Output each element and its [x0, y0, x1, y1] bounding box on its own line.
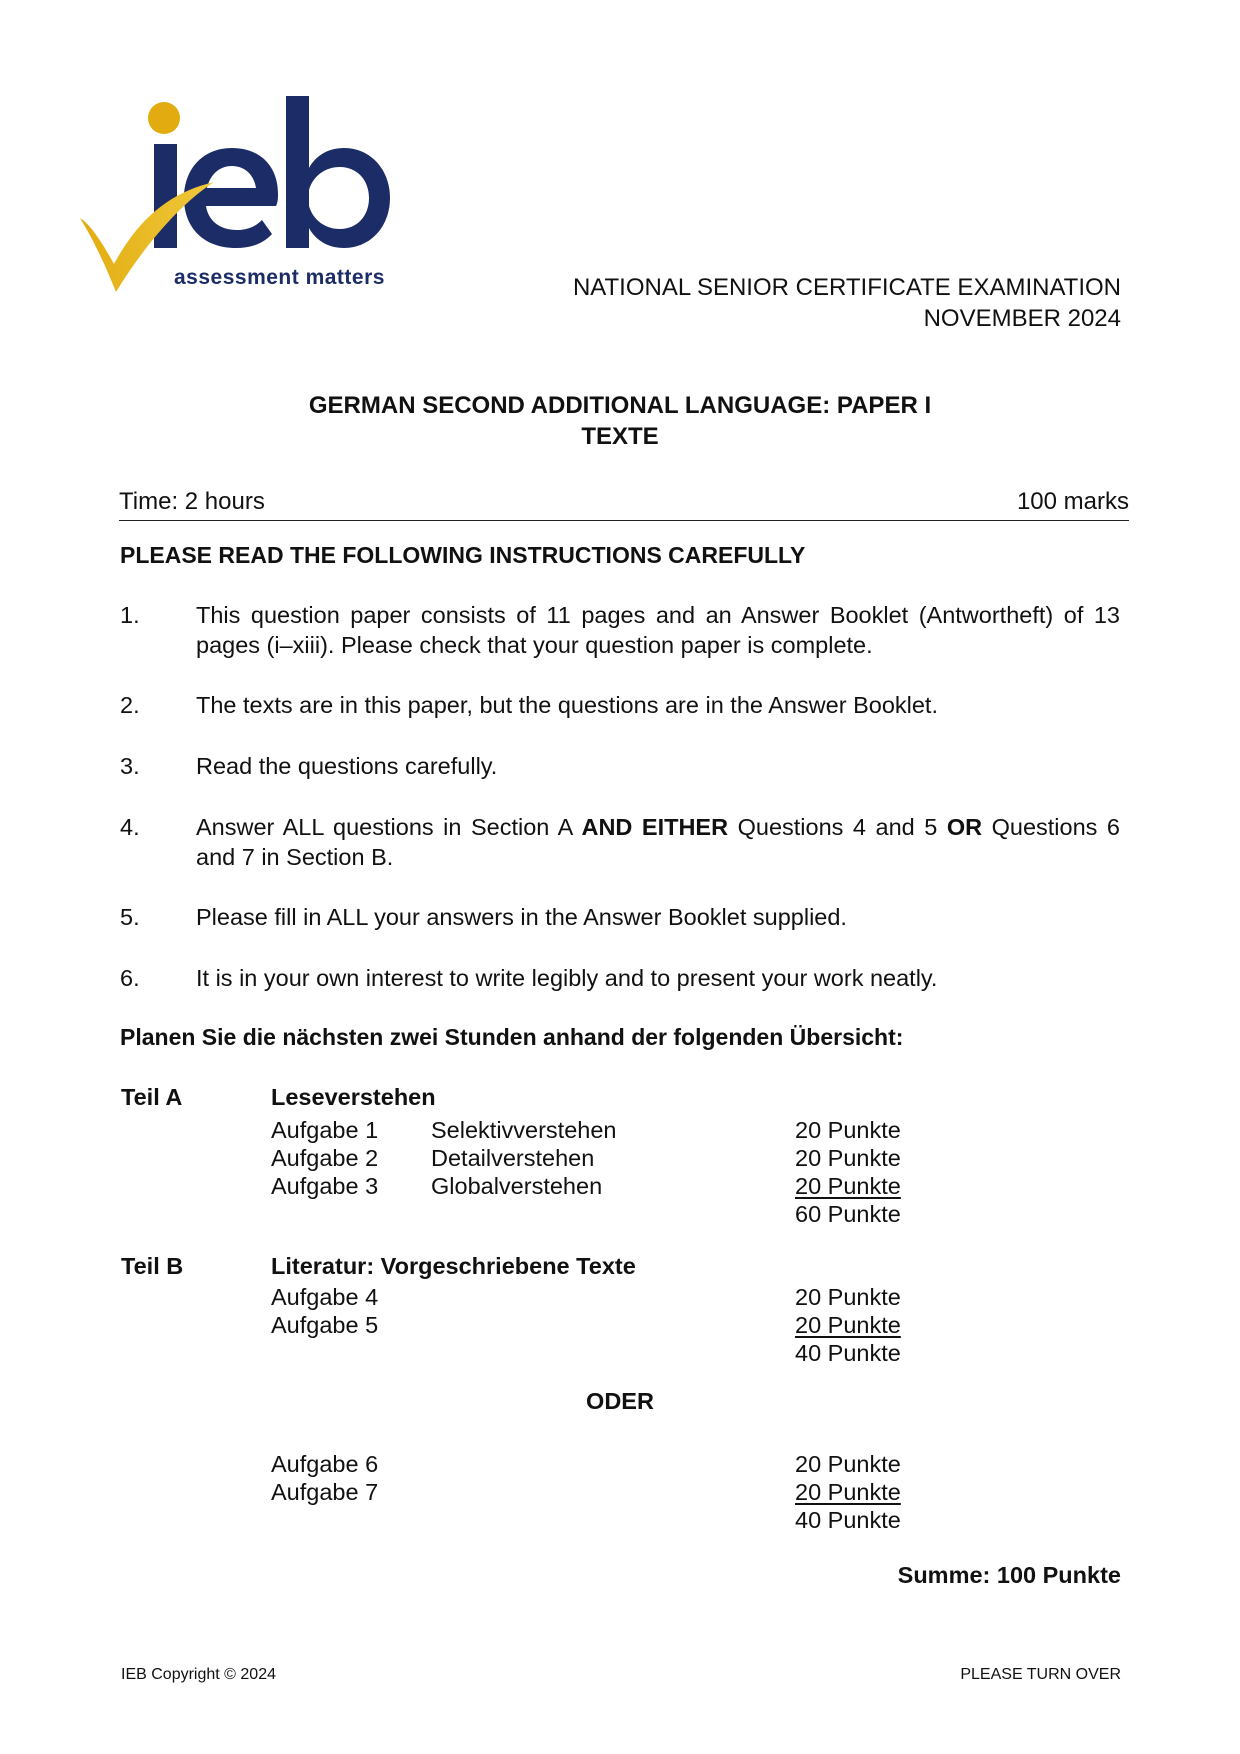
- instruction-item: [120, 690, 1120, 720]
- aufgabe-label: Aufgabe 6: [271, 1451, 379, 1477]
- instruction-item: [120, 902, 1120, 932]
- ieb-logo: [80, 96, 420, 326]
- plan-heading: Planen Sie die nächsten zwei Stunden anhand der folgenden Übersicht:: [120, 1024, 904, 1050]
- aufgabe-points: 20 Punkte: [795, 1173, 901, 1199]
- aufgabe-desc: Globalverstehen: [431, 1173, 603, 1199]
- instruction-text: The texts are in this paper, but the questions are in the Answer Booklet.: [196, 692, 938, 718]
- teil-a-total: 60 Punkte: [795, 1201, 901, 1227]
- exam-date: NOVEMBER 2024: [923, 305, 1121, 332]
- aufgabe-label: Aufgabe 4: [271, 1284, 379, 1310]
- aufgabe-points: 20 Punkte: [795, 1145, 901, 1171]
- aufgabe-label: Aufgabe 5: [271, 1312, 379, 1338]
- aufgabe-points: 20 Punkte: [795, 1312, 901, 1338]
- time-allowed: Time: 2 hours: [119, 488, 265, 515]
- aufgabe-points: 20 Punkte: [795, 1451, 901, 1477]
- summe: Summe: 100 Punkte: [897, 1562, 1121, 1588]
- paper-title: GERMAN SECOND ADDITIONAL LANGUAGE: PAPER I: [308, 392, 932, 419]
- ieb-logo-mark: [80, 96, 420, 326]
- time-marks-row: [119, 488, 1129, 521]
- instructions-heading: PLEASE READ THE FOLLOWING INSTRUCTIONS CAREFULLY: [120, 542, 806, 568]
- aufgabe-label: Aufgabe 7: [271, 1479, 379, 1505]
- instruction-item: [120, 963, 1120, 993]
- instruction-text: Read the questions carefully.: [196, 753, 498, 779]
- aufgabe-desc: Detailverstehen: [431, 1145, 595, 1171]
- teil-b-label: Teil B: [121, 1253, 184, 1279]
- aufgabe-label: Aufgabe 2: [271, 1145, 379, 1171]
- instruction-text: It is in your own interest to write legibly and to present your work neatly.: [196, 965, 938, 991]
- teil-b-total: 40 Punkte: [795, 1340, 901, 1366]
- oder-separator: ODER: [586, 1388, 654, 1414]
- instruction-number: 2.: [120, 692, 140, 718]
- aufgabe-points: 20 Punkte: [795, 1284, 901, 1310]
- instruction-number: 6.: [120, 965, 140, 991]
- instruction-number: 1.: [120, 602, 140, 628]
- aufgabe-desc: Selektivverstehen: [431, 1117, 617, 1143]
- footer-copyright: IEB Copyright © 2024: [121, 1666, 276, 1683]
- instruction-item: [120, 751, 1120, 781]
- logo-tagline: assessment matters: [174, 266, 385, 289]
- footer-turn-over: PLEASE TURN OVER: [960, 1666, 1121, 1683]
- aufgabe-label: Aufgabe 3: [271, 1173, 379, 1199]
- instruction-text: Answer ALL questions in Section A AND EITHER Questions 4 and 5 OR Questions 6 and 7 in Section B.: [196, 814, 1120, 870]
- exam-name: NATIONAL SENIOR CERTIFICATE EXAMINATION: [572, 274, 1121, 301]
- teil-a-label: Teil A: [121, 1084, 183, 1110]
- teil-a-title: Leseverstehen: [271, 1084, 436, 1110]
- aufgabe-points: 20 Punkte: [795, 1479, 901, 1505]
- instruction-text: Please fill in ALL your answers in the Answer Booklet supplied.: [196, 904, 847, 930]
- teil-b-title: Literatur: Vorgeschriebene Texte: [271, 1253, 636, 1279]
- instruction-item: [120, 600, 1120, 660]
- instruction-number: 5.: [120, 904, 140, 930]
- teil-b-total-alt: 40 Punkte: [795, 1507, 901, 1533]
- instruction-item: [120, 812, 1120, 872]
- instruction-number: 4.: [120, 814, 140, 840]
- aufgabe-label: Aufgabe 1: [271, 1117, 379, 1143]
- total-marks: 100 marks: [1016, 488, 1129, 515]
- aufgabe-points: 20 Punkte: [795, 1117, 901, 1143]
- instruction-text: This question paper consists of 11 pages and an Answer Booklet (Antwortheft) of 13 pages (i–xiii). Please check that your question paper is complete.: [196, 602, 1120, 658]
- paper-subtitle: TEXTE: [581, 423, 659, 450]
- instruction-number: 3.: [120, 753, 140, 779]
